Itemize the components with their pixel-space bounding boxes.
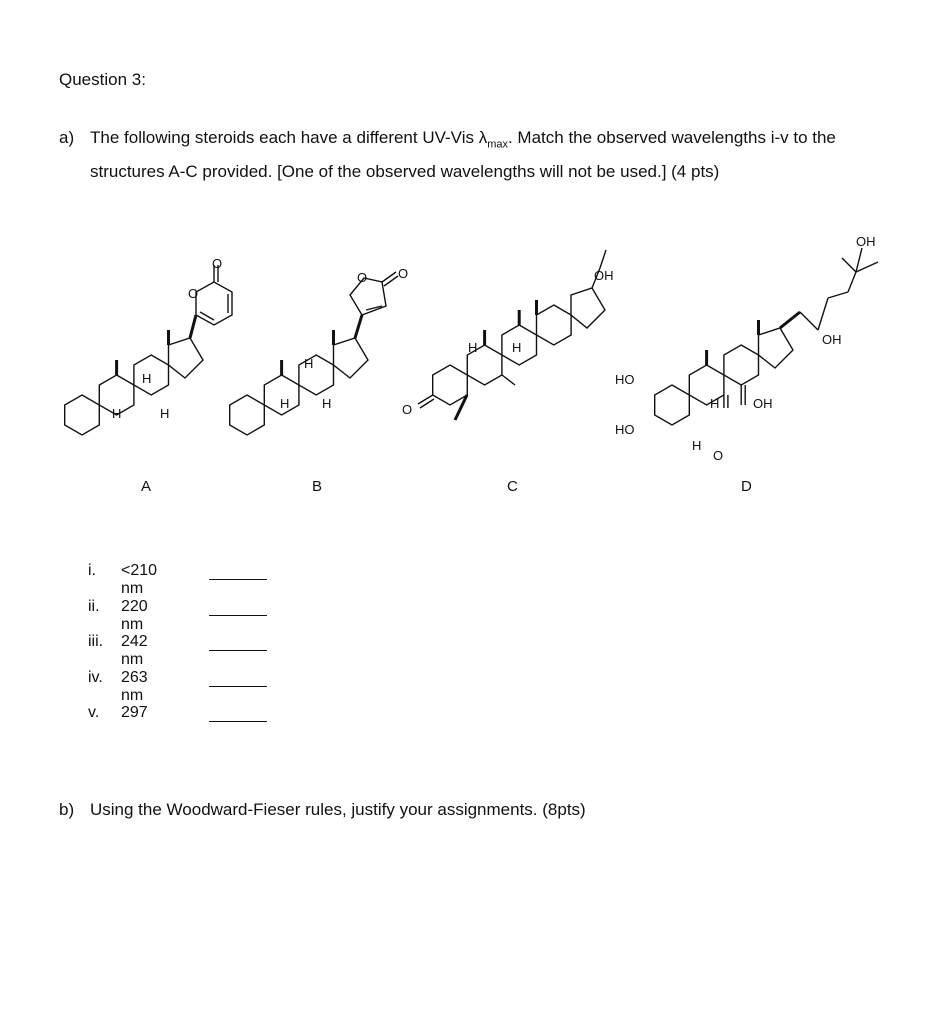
atom-h: H: [142, 371, 152, 386]
part-a-text-after: . Match the observed wavelengths i-v to the structures A-C provided. [One of the observed wavelengths will not be used.] (4 pts): [90, 128, 836, 182]
option-numeral: iii.: [88, 633, 104, 650]
atom-h: H: [710, 396, 720, 411]
structure-d-atoms: [615, 234, 876, 463]
part-b-text: Using the Woodward-Fieser rules, justify your assignments. (8pts): [90, 800, 586, 819]
atom-ho: HO: [615, 372, 635, 387]
part-b-label: b): [59, 800, 75, 819]
atom-ho: HO: [615, 422, 635, 437]
atom-h: H: [512, 340, 522, 355]
option-value: 263 nm: [121, 668, 148, 704]
option-value: 297: [121, 704, 148, 721]
atom-h: H: [112, 406, 122, 421]
structure-c: [418, 250, 606, 420]
answer-blank: [209, 650, 267, 651]
part-a: [59, 124, 899, 185]
structure-label-d: D: [741, 478, 752, 495]
atom-h: H: [468, 340, 478, 355]
option-value: 242 nm: [121, 633, 148, 668]
atom-o: O: [212, 256, 223, 271]
atom-o: O: [188, 286, 199, 301]
atom-h: H: [692, 438, 702, 453]
structure-a: [65, 265, 232, 435]
answer-blank: [209, 579, 267, 580]
atom-h: H: [280, 396, 290, 411]
part-a-text: [90, 124, 899, 185]
question-title: Question 3:: [59, 70, 146, 89]
answer-blank: [209, 615, 267, 616]
atom-h: H: [160, 406, 170, 421]
lambda-subscript: max: [487, 138, 508, 151]
part-a-label: a): [59, 128, 75, 147]
atom-o: O: [713, 448, 724, 463]
atom-h: H: [304, 356, 314, 371]
option-numeral: ii.: [88, 597, 100, 615]
structure-label-c: C: [507, 478, 518, 495]
structure-b: [230, 272, 398, 435]
option-value: <210 nm: [121, 562, 158, 597]
atom-o: O: [398, 266, 409, 281]
structure-label-a: A: [141, 478, 152, 495]
atom-oh: OH: [856, 234, 876, 249]
structure-label-b: B: [312, 478, 323, 495]
atom-h: H: [322, 396, 332, 411]
atom-oh: OH: [822, 332, 842, 347]
atom-o: O: [402, 402, 413, 417]
option-numeral: iv.: [88, 668, 103, 686]
answer-blank: [209, 686, 267, 687]
option-numeral: v.: [88, 704, 100, 721]
steroid-structures: [0, 220, 945, 470]
option-numeral: i.: [88, 562, 96, 579]
part-b: [59, 800, 586, 820]
atom-o: O: [357, 270, 368, 285]
option-value: 220 nm: [121, 597, 148, 633]
part-a-text-before: The following steroids each have a different UV-Vis λ: [90, 128, 488, 147]
structure-c-atoms: [402, 268, 614, 417]
atom-oh: OH: [594, 268, 614, 283]
answer-blank: [209, 721, 267, 722]
atom-oh: OH: [753, 396, 773, 411]
